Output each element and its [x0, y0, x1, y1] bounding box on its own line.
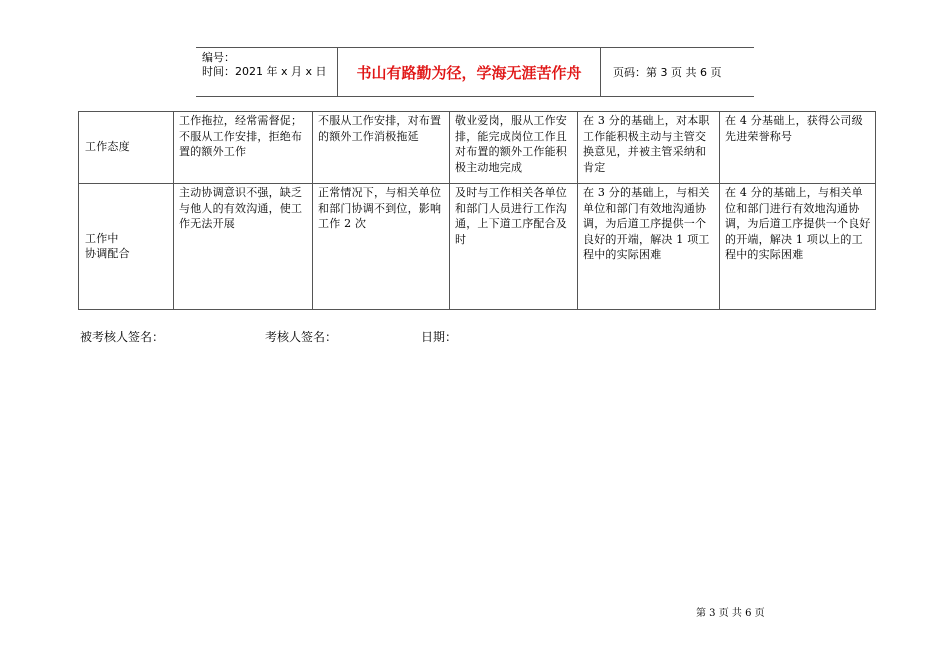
- row-label-line: 协调配合: [85, 247, 130, 260]
- header-motto: 书山有路勤为径，学海无涯苦作舟: [338, 48, 601, 96]
- time-label: 时间：2021 年 x 月 x 日: [202, 65, 327, 78]
- table-cell: 正常情况下，与相关单位和部门协调不到位，影响工作 2 次: [313, 184, 450, 310]
- signature-line: [80, 328, 457, 345]
- table-cell: 在 3 分的基础上，与相关单位和部门有效地沟通协调，为后道工序提供一个良好的开端，解决 1 项工程中的实际困难: [578, 184, 720, 310]
- assessment-table: [78, 111, 876, 310]
- assessee-signature-label: 被考核人签名：: [80, 330, 165, 344]
- assessor-signature-label: 考核人签名：: [265, 330, 338, 344]
- table-cell: 在 3 分的基础上，对本职工作能积极主动与主管交换意见，并被主管采纳和肯定: [578, 112, 720, 184]
- page-footer: 第 3 页 共 6 页: [696, 608, 765, 619]
- row-label: [79, 184, 174, 310]
- row-label-line: 工作中: [85, 231, 119, 245]
- table-cell: 在 4 分的基础上，与相关单位和部门进行有效地沟通协调，为后道工序提供一个良好的开端，解决 1 项以上的工程中的实际困难: [720, 184, 876, 310]
- table-row-attitude: [79, 112, 876, 184]
- table-row-coordination: [79, 184, 876, 310]
- table-cell: 工作拖拉，经常需督促；不服从工作安排，拒绝布置的额外工作: [174, 112, 313, 184]
- date-label: 日期：: [421, 330, 458, 344]
- table-cell: 在 4 分基础上，获得公司级先进荣誉称号: [720, 112, 876, 184]
- table-cell: 不服从工作安排，对布置的额外工作消极拖延: [313, 112, 450, 184]
- table-cell: 敬业爱岗，服从工作安排，能完成岗位工作且对布置的额外工作能积极主动地完成: [450, 112, 578, 184]
- table-cell: 主动协调意识不强，缺乏与他人的有效沟通，使工作无法开展: [174, 184, 313, 310]
- page-header: [196, 47, 754, 97]
- table-cell: 及时与工作相关各单位和部门人员进行工作沟通，上下道工序配合及时: [450, 184, 578, 310]
- number-label: 编号：: [202, 51, 235, 64]
- header-page-info: 页码：第 3 页 共 6 页: [613, 66, 722, 79]
- row-label: 工作态度: [79, 112, 174, 184]
- header-meta: [196, 48, 338, 96]
